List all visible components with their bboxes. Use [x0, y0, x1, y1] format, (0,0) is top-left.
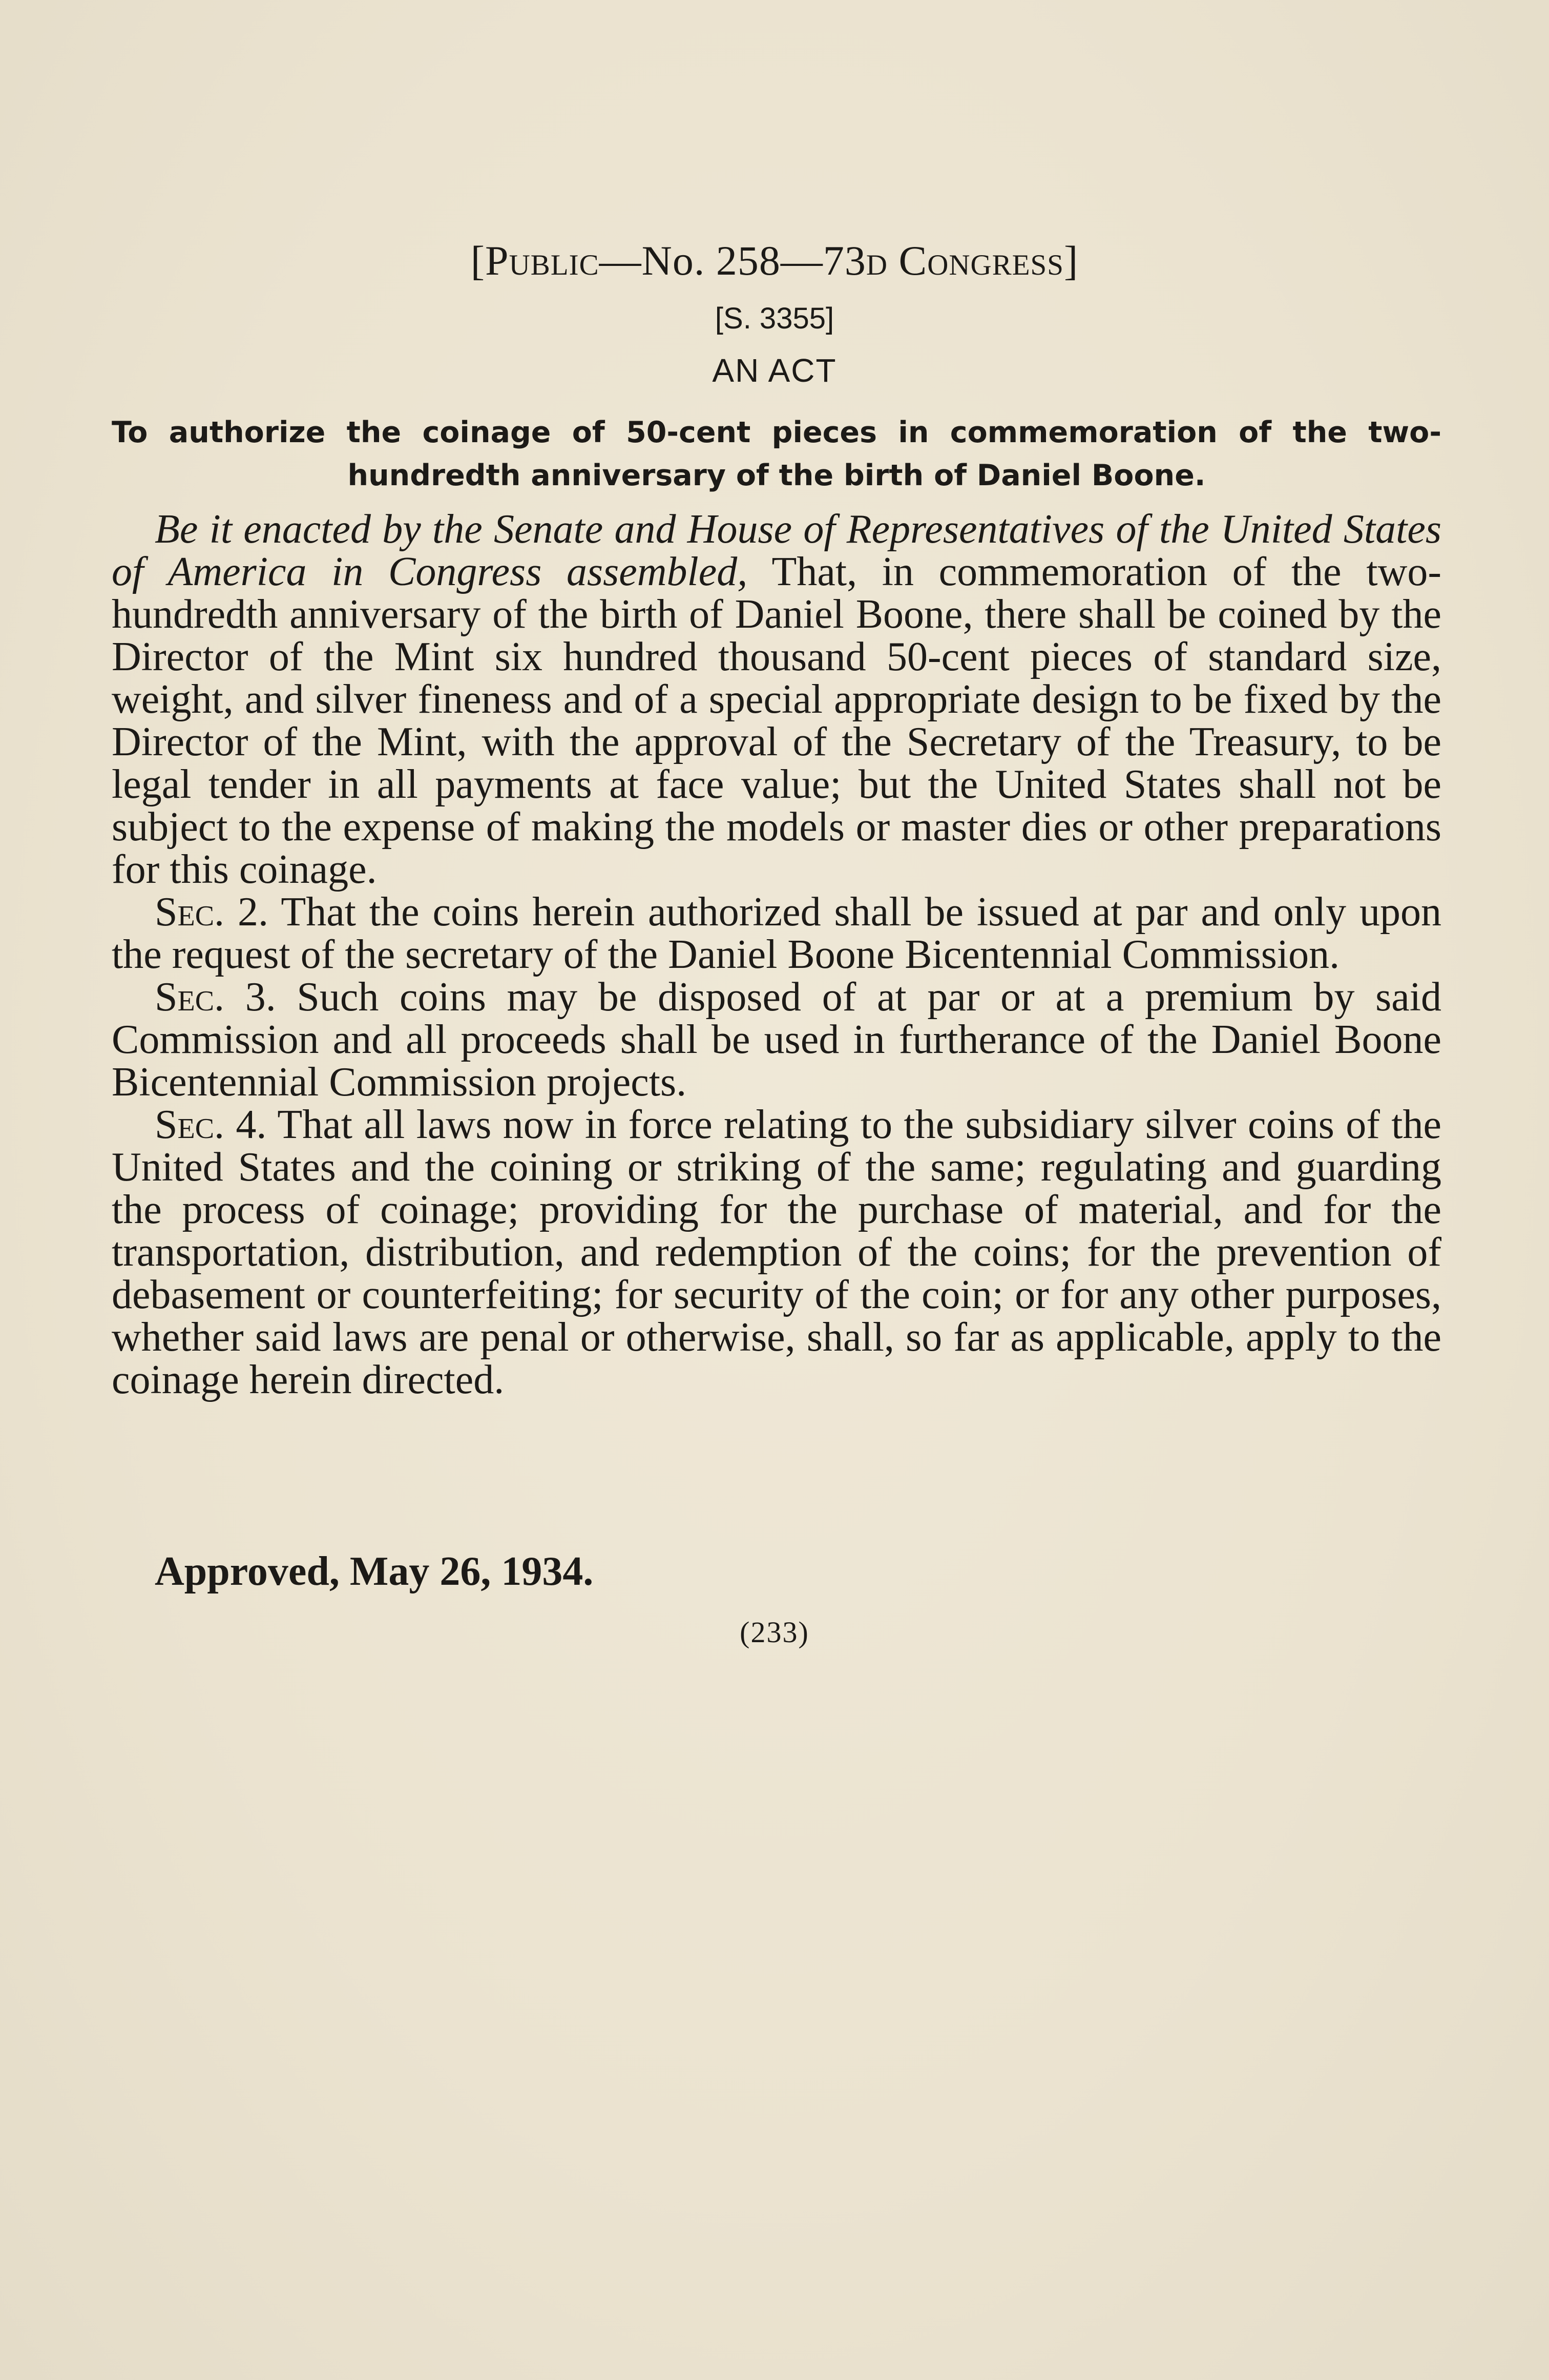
- section-2-label: Sec. 2.: [155, 889, 268, 935]
- section-1: [112, 508, 1441, 891]
- header-congress: Congress: [888, 237, 1064, 284]
- public-law-header: [0, 237, 1549, 285]
- header-open-bracket: [: [470, 237, 486, 284]
- section-2: [112, 891, 1441, 976]
- section-4: [112, 1104, 1441, 1401]
- section-4-label: Sec. 4.: [155, 1102, 267, 1147]
- page-number: (233): [740, 1616, 809, 1649]
- act-purpose: To authorize the coinage of 50-cent pieces in commemoration of the two-hundredth anniversary of the birth of Daniel Boone.: [112, 416, 1441, 492]
- section-3-text: Such coins may be disposed of at par or at a premium by said Commission and all proceeds shall be used in furtherance of the Daniel Boone Bicentennial Commission projects.: [112, 975, 1441, 1105]
- enacting-clause: Be it enacted by the Senate and House of Representatives of the United States of America in Congress assembled,: [112, 507, 1441, 594]
- header-d: d: [866, 237, 888, 284]
- bill-number: [S. 3355]: [715, 302, 834, 335]
- header-public: Public: [485, 237, 599, 284]
- section-2-text: That the coins herein authorized shall be issued at par and only upon the request of the secretary of the Daniel Boone Bicentennial Commission.: [112, 889, 1441, 977]
- act-body: [112, 508, 1441, 1401]
- act-title: AN ACT: [712, 352, 837, 389]
- section-3: [112, 976, 1441, 1104]
- section-1-text: That, in commemoration of the two-hundredth anniversary of the birth of Daniel Boone, there shall be coined by the Director of the Mint six hundred thousand 50-cent pieces of standard size, weight, and silver fineness and of a special appropriate design to be fixed by the Director of the Mint, with the approval of the Secretary of the Treasury, to be legal tender in all payments at face value; but the United States shall not be subject to the expense of making the models or master dies or other preparations for this coinage.: [112, 549, 1441, 892]
- approval-date: Approved, May 26, 1934.: [155, 1549, 594, 1594]
- section-3-label: Sec. 3.: [155, 975, 276, 1020]
- header-number: —No. 258—73: [599, 237, 866, 284]
- section-4-text: That all laws now in force relating to the subsidiary silver coins of the United States and the coining or striking of the same; regulating and guarding the process of coinage; providing for the purchase of material, and for the transportation, distribution, and redemption of the coins; for the prevention of debasement or counterfeiting; for security of the coin; or for any other purposes, whether said laws are penal or otherwise, shall, so far as applicable, apply to the coinage herein directed.: [112, 1102, 1441, 1402]
- header-close-bracket: ]: [1063, 237, 1079, 284]
